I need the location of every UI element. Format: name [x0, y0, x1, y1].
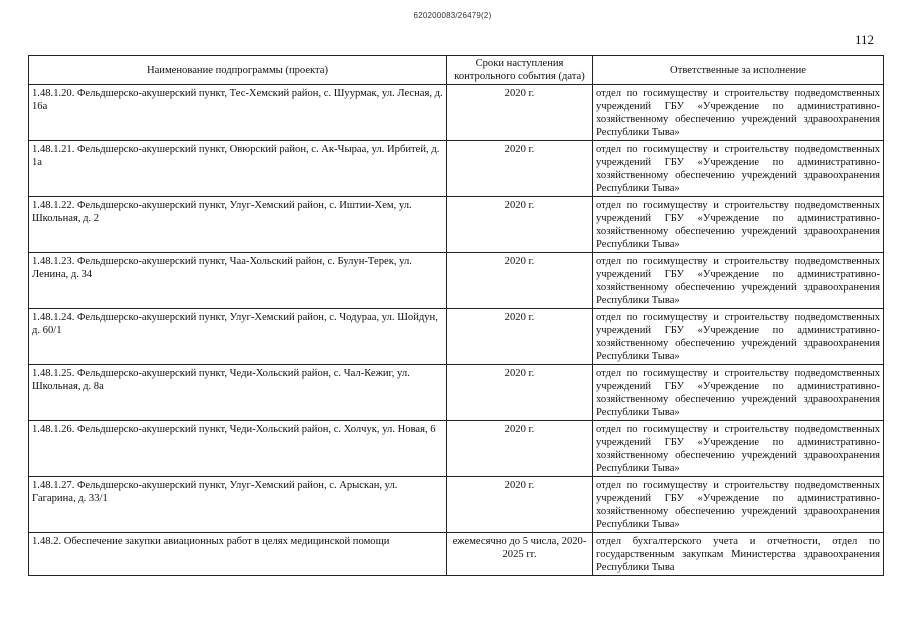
- row-date-cell: ежемесячно до 5 числа, 2020-2025 гг.: [447, 533, 593, 576]
- row-date-cell: 2020 г.: [447, 85, 593, 141]
- table-row: [29, 421, 884, 477]
- table-row: [29, 533, 884, 576]
- row-responsible-cell: отдел по госимуществу и строительству подведомственных учреждений ГБУ «Учреждение по административно-хозяйственному обеспечению учреждений здравоохранения Республики Тыва»: [593, 197, 884, 253]
- row-name-cell: 1.48.1.23. Фельдшерско-акушерский пункт, Чаа-Хольский район, с. Булун-Терек, ул. Ленина, д. 34: [29, 253, 447, 309]
- table-row: [29, 85, 884, 141]
- row-name-cell: 1.48.2. Обеспечение закупки авиационных работ в целях медицинской помощи: [29, 533, 447, 576]
- table-row: [29, 309, 884, 365]
- table-row: [29, 141, 884, 197]
- table-row: [29, 477, 884, 533]
- table-row: [29, 253, 884, 309]
- row-date-cell: 2020 г.: [447, 421, 593, 477]
- row-date-cell: 2020 г.: [447, 365, 593, 421]
- document-code: 620200083/26479(2): [413, 11, 492, 20]
- row-date-cell: 2020 г.: [447, 477, 593, 533]
- column-header-date: Сроки наступления контрольного события (дата): [447, 56, 593, 85]
- row-name-cell: 1.48.1.22. Фельдшерско-акушерский пункт, Улуг-Хемский район, с. Иштии-Хем, ул. Школьная, д. 2: [29, 197, 447, 253]
- row-responsible-cell: отдел по госимуществу и строительству подведомственных учреждений ГБУ «Учреждение по административно-хозяйственному обеспечению учреждений здравоохранения Республики Тыва»: [593, 421, 884, 477]
- row-date-cell: 2020 г.: [447, 253, 593, 309]
- row-responsible-cell: отдел по госимуществу и строительству подведомственных учреждений ГБУ «Учреждение по административно-хозяйственному обеспечению учреждений здравоохранения Республики Тыва»: [593, 477, 884, 533]
- page-number: 112: [855, 32, 875, 47]
- row-responsible-cell: отдел бухгалтерского учета и отчетности, отдел по государственным закупкам Министерства здравоохранения Республики Тыва: [593, 533, 884, 576]
- row-name-cell: 1.48.1.25. Фельдшерско-акушерский пункт, Чеди-Хольский район, с. Чал-Кежиг, ул. Школьная, д. 8а: [29, 365, 447, 421]
- row-name-cell: 1.48.1.27. Фельдшерско-акушерский пункт, Улуг-Хемский район, с. Арыскан, ул. Гагарина, д. 33/1: [29, 477, 447, 533]
- row-name-cell: 1.48.1.24. Фельдшерско-акушерский пункт, Улуг-Хемский район, с. Чодураа, ул. Шойдун, д. 60/1: [29, 309, 447, 365]
- row-name-cell: 1.48.1.26. Фельдшерско-акушерский пункт, Чеди-Хольский район, с. Холчук, ул. Новая, 6: [29, 421, 447, 477]
- row-responsible-cell: отдел по госимуществу и строительству подведомственных учреждений ГБУ «Учреждение по административно-хозяйственному обеспечению учреждений здравоохранения Республики Тыва»: [593, 309, 884, 365]
- column-header-responsible: Ответственные за исполнение: [593, 56, 884, 85]
- row-responsible-cell: отдел по госимуществу и строительству подведомственных учреждений ГБУ «Учреждение по административно-хозяйственному обеспечению учреждений здравоохранения Республики Тыва»: [593, 85, 884, 141]
- table-header-row: [29, 56, 884, 85]
- program-table: [28, 55, 884, 576]
- row-responsible-cell: отдел по госимуществу и строительству подведомственных учреждений ГБУ «Учреждение по административно-хозяйственному обеспечению учреждений здравоохранения Республики Тыва»: [593, 253, 884, 309]
- row-date-cell: 2020 г.: [447, 141, 593, 197]
- table-row: [29, 365, 884, 421]
- row-name-cell: 1.48.1.20. Фельдшерско-акушерский пункт, Тес-Хемский район, с. Шуурмак, ул. Лесная, д. 16а: [29, 85, 447, 141]
- row-name-cell: 1.48.1.21. Фельдшерско-акушерский пункт, Овюрский район, с. Ак-Чыраа, ул. Ирбитей, д. 1а: [29, 141, 447, 197]
- row-responsible-cell: отдел по госимуществу и строительству подведомственных учреждений ГБУ «Учреждение по административно-хозяйственному обеспечению учреждений здравоохранения Республики Тыва»: [593, 141, 884, 197]
- row-responsible-cell: отдел по госимуществу и строительству подведомственных учреждений ГБУ «Учреждение по административно-хозяйственному обеспечению учреждений здравоохранения Республики Тыва»: [593, 365, 884, 421]
- table-row: [29, 197, 884, 253]
- row-date-cell: 2020 г.: [447, 309, 593, 365]
- column-header-name: Наименование подпрограммы (проекта): [29, 56, 447, 85]
- row-date-cell: 2020 г.: [447, 197, 593, 253]
